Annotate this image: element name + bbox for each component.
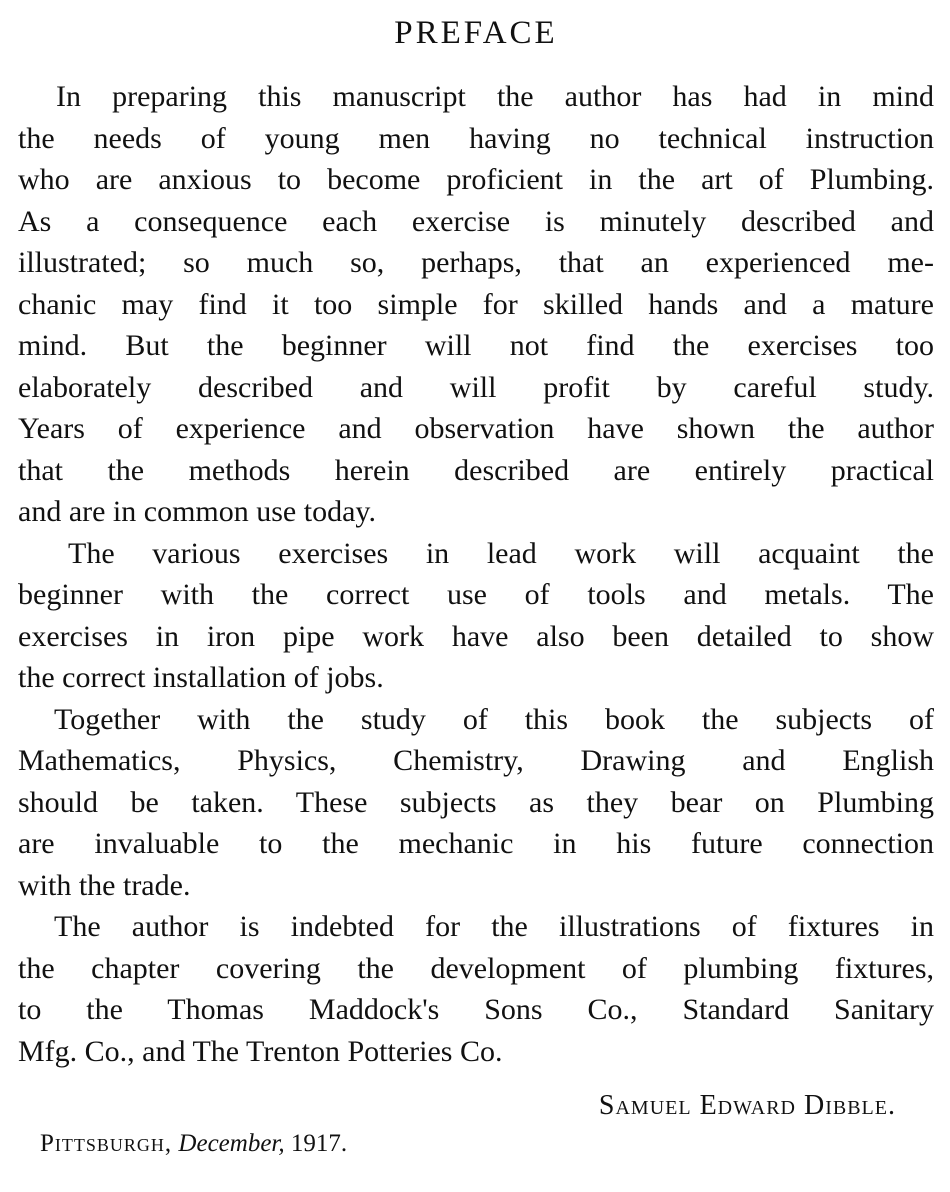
text-line: and are in common use today. [18, 495, 376, 528]
paragraph-1 [18, 76, 934, 533]
text-line: Mfg. Co., and The Trenton Potteries Co. [18, 1034, 503, 1068]
text-line: to the Thomas Maddock's Sons Co., Standard Sanitary [18, 993, 934, 1026]
paragraph-2 [18, 533, 934, 699]
preface-page [18, 10, 934, 1162]
text-line: beginner with the correct use of tools and metals. The [18, 578, 934, 611]
text-line: The author is indebted for the illustrations of fixtures in [54, 910, 934, 943]
text-line: the correct installation of jobs. [18, 661, 384, 694]
text-line: As a consequence each exercise is minutely described and [18, 204, 934, 238]
paragraph-3 [18, 699, 934, 907]
year: 1917. [290, 1130, 348, 1157]
text-line: that the methods herein described are entirely practical [18, 453, 934, 487]
month: December, [178, 1130, 285, 1157]
place-date [18, 1126, 934, 1162]
text-line: elaborately described and will profit by careful study. [18, 370, 934, 404]
text-line: with the trade. [18, 868, 191, 902]
text-line: are invaluable to the mechanic in his future connection [18, 827, 934, 860]
text-line: Mathematics, Physics, Chemistry, Drawing and English [18, 744, 934, 777]
text-line: In preparing this manuscript the author has had in mind [56, 80, 934, 113]
text-line: Together with the study of this book the subjects of [54, 702, 934, 736]
author-signature: Samuel Edward Dibble. [598, 1090, 896, 1121]
text-line: should be taken. These subjects as they bear on Plumbing [18, 785, 934, 819]
text-line: the needs of young men having no technical instruction [18, 121, 934, 155]
paragraph-4 [18, 906, 934, 1072]
text-line: mind. But the beginner will not find the exercises too [18, 329, 934, 362]
text-line: illustrated; so much so, perhaps, that an experienced me- [18, 246, 934, 279]
text-line: The various exercises in lead work will acquaint the [68, 536, 934, 570]
text-line: chanic may find it too simple for skilled hands and a mature [18, 287, 934, 321]
text-line: who are anxious to become proficient in the art of Plumbing. [18, 163, 934, 196]
page-title: PREFACE [394, 15, 558, 51]
text-line: Years of experience and observation have shown the author [18, 412, 934, 445]
text-line: exercises in iron pipe work have also been detailed to show [18, 619, 934, 653]
place: Pittsburgh, [40, 1130, 173, 1157]
text-line: the chapter covering the development of plumbing fixtures, [18, 951, 934, 985]
